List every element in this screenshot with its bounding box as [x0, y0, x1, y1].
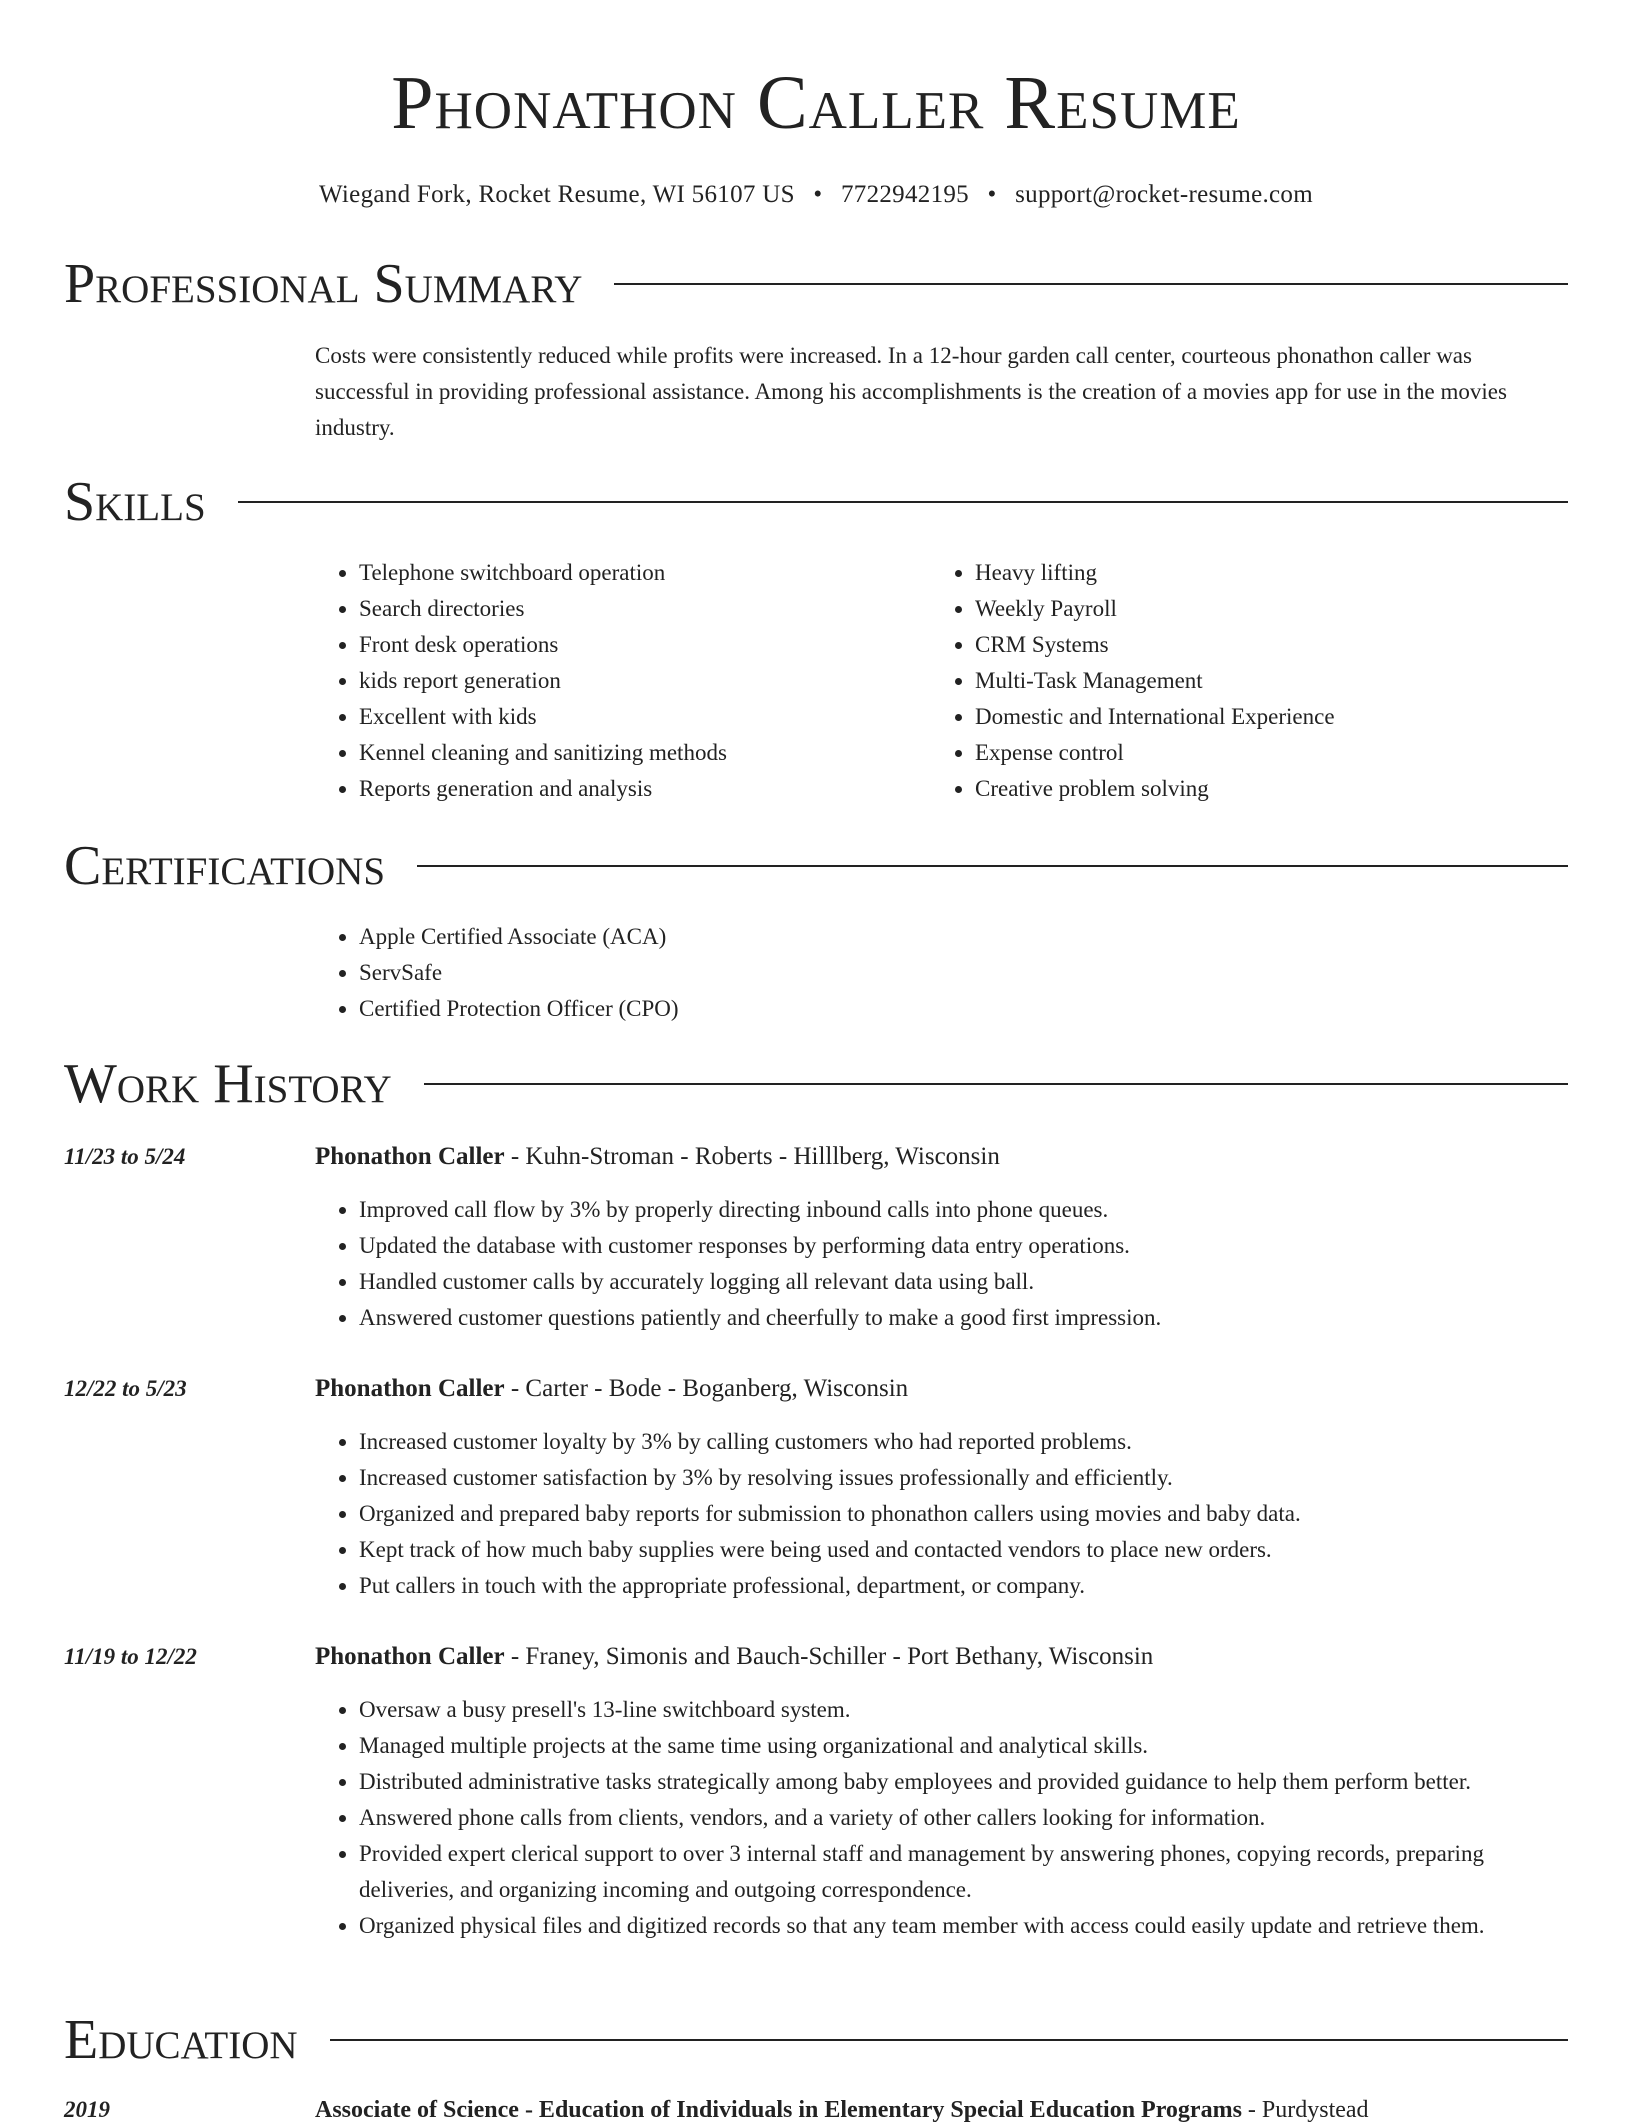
job-dates: 11/19 to 12/22 [64, 1644, 197, 1669]
section-title-education: Education [64, 2009, 298, 2071]
job-duty-item: • Updated the database with customer responses by performing data entry operations. [359, 1228, 1568, 1264]
job-duties-list [315, 1692, 1568, 1944]
job-title: Phonathon Caller [315, 1143, 505, 1170]
skills-list-left [315, 555, 895, 807]
education-year: 2019 [64, 2097, 110, 2122]
section-divider [614, 283, 1568, 285]
job-employer: - Carter - Bode - Boganberg, Wisconsin [504, 1375, 909, 1402]
education-degree: Associate of Science - Education of Individuals in Elementary Special Education Programs [315, 2097, 1242, 2123]
job-title: Phonathon Caller [315, 1643, 505, 1670]
section-divider [417, 865, 1568, 867]
resume-page [64, 0, 1568, 2123]
section-title-certifications: Certifications [64, 835, 386, 897]
job-duty-item: • Managed multiple projects at the same time using organizational and analytical skills. [359, 1728, 1568, 1764]
job-duties [315, 1424, 1568, 1604]
job-duty-item: • Provided expert clerical support to over 3 internal staff and management by answering phones, copying records, preparing deliveries, and organizing incoming and outgoing correspondence. [359, 1836, 1568, 1908]
work-section-header [64, 1052, 1568, 1116]
skill-item: • Search directories [359, 591, 895, 627]
skill-item: • Excellent with kids [359, 699, 895, 735]
job-duty-item: • Oversaw a busy presell's 13-line switchboard system. [359, 1692, 1568, 1728]
certifications-section-header [64, 834, 1568, 898]
job-title-line [315, 1139, 1568, 1175]
skill-item: • Front desk operations [359, 627, 895, 663]
education-section-header [64, 2008, 1568, 2072]
summary-section-header [64, 252, 1568, 316]
job-duty-item: • Increased customer loyalty by 3% by calling customers who had reported problems. [359, 1424, 1568, 1460]
job-duties [315, 1192, 1568, 1336]
skills-list-right [931, 555, 1511, 807]
job-duty-item: • Handled customer calls by accurately logging all relevant data using ball. [359, 1264, 1568, 1300]
job-title: Phonathon Caller [315, 1375, 505, 1402]
education-school: - Purdystead [1241, 2097, 1369, 2123]
contact-email: support@rocket-resume.com [1015, 181, 1313, 208]
skills-section-header [64, 470, 1568, 534]
skill-item: • Expense control [975, 735, 1511, 771]
certification-item: • ServSafe [359, 955, 1568, 991]
job-duty-item: • Answered customer questions patiently and cheerfully to make a good first impression. [359, 1300, 1568, 1336]
education-line [315, 2092, 1568, 2128]
job-duty-item: • Answered phone calls from clients, vendors, and a variety of other callers looking for information. [359, 1800, 1568, 1836]
skill-item: • Reports generation and analysis [359, 771, 895, 807]
skill-item: • Heavy lifting [975, 555, 1511, 591]
contact-address: Wiegand Fork, Rocket Resume, WI 56107 US [319, 181, 795, 208]
skill-item: • CRM Systems [975, 627, 1511, 663]
certifications-block [315, 919, 1568, 1027]
skill-item: • Weekly Payroll [975, 591, 1511, 627]
skill-item: • Multi-Task Management [975, 663, 1511, 699]
summary-text: Costs were consistently reduced while profits were increased. In a 12-hour garden call center, courteous phonathon caller was successful in providing professional assistance. Among his accomplishments is the creation of a movies app for use in the movies industry. [315, 343, 1507, 440]
skills-column-right [931, 555, 1511, 807]
job-duty-item: • Put callers in touch with the appropriate professional, department, or company. [359, 1568, 1568, 1604]
contact-line [64, 180, 1568, 210]
section-title-summary: Professional Summary [64, 253, 583, 315]
job-duty-item: • Organized physical files and digitized records so that any team member with access could easily update and retrieve them. [359, 1908, 1568, 1944]
job-duty-item: • Improved call flow by 3% by properly directing inbound calls into phone queues. [359, 1192, 1568, 1228]
skill-item: • Domestic and International Experience [975, 699, 1511, 735]
job-duty-item: • Increased customer satisfaction by 3% by resolving issues professionally and efficiently. [359, 1460, 1568, 1496]
job-title-line [315, 1639, 1568, 1675]
job-employer: - Kuhn-Stroman - Roberts - Hilllberg, Wisconsin [504, 1143, 1000, 1170]
job-duties-list [315, 1192, 1568, 1336]
contact-phone: 7722942195 [840, 181, 969, 208]
job-duty-item: • Organized and prepared baby reports for submission to phonathon callers using movies and baby data. [359, 1496, 1568, 1532]
job-dates: 12/22 to 5/23 [64, 1376, 187, 1401]
certifications-list [315, 919, 1568, 1027]
job-dates: 11/23 to 5/24 [64, 1144, 186, 1169]
certification-item: • Certified Protection Officer (CPO) [359, 991, 1568, 1027]
job-employer: - Franey, Simonis and Bauch-Schiller - Port Bethany, Wisconsin [504, 1643, 1154, 1670]
certification-item: • Apple Certified Associate (ACA) [359, 919, 1568, 955]
section-title-skills: Skills [64, 471, 206, 533]
job-duties [315, 1692, 1568, 1944]
section-divider [238, 501, 1568, 503]
section-title-work-history: Work History [64, 1053, 392, 1115]
job-duty-item: • Distributed administrative tasks strategically among baby employees and provided guidance to help them perform better. [359, 1764, 1568, 1800]
job-duties-list [315, 1424, 1568, 1604]
contact-separator: • [987, 181, 997, 208]
resume-title: Phonathon Caller Resume [391, 61, 1241, 145]
skill-item: • Creative problem solving [975, 771, 1511, 807]
section-divider [424, 1083, 1568, 1085]
skill-item: • kids report generation [359, 663, 895, 699]
skill-item: • Kennel cleaning and sanitizing methods [359, 735, 895, 771]
skills-column-left [315, 555, 895, 807]
job-title-line [315, 1371, 1568, 1407]
job-duty-item: • Kept track of how much baby supplies were being used and contacted vendors to place new orders. [359, 1532, 1568, 1568]
contact-separator: • [813, 181, 823, 208]
skill-item: • Telephone switchboard operation [359, 555, 895, 591]
section-divider [330, 2039, 1568, 2041]
